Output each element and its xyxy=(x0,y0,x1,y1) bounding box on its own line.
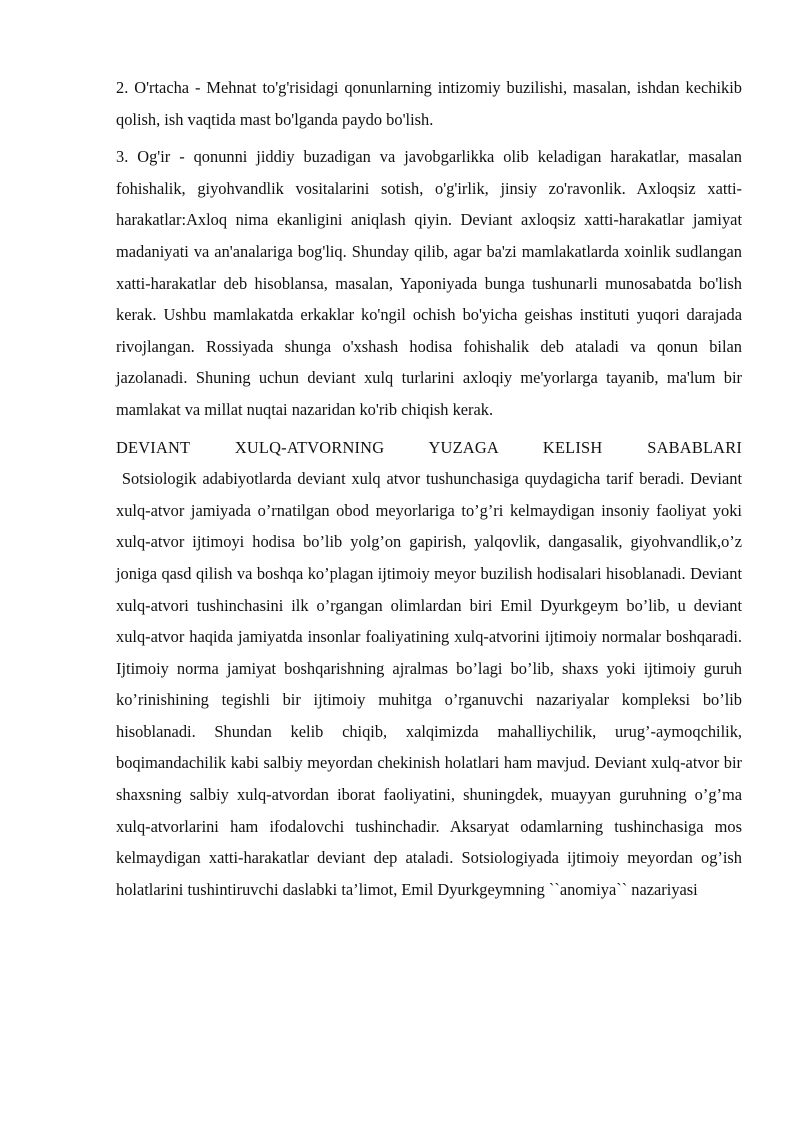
paragraph-moderate-violations: 2. O'rtacha - Mehnat to'g'risidagi qonunlarning intizomiy buzilishi, masalan, ishdan kechikib qolish, ish vaqtida mast bo'lganda paydo bo'lish. xyxy=(116,78,742,129)
paragraph-deviant-behavior-definition: Sotsiologik adabiyotlarda deviant xulq atvor tushunchasiga quydagicha tarif beradi. Deviant xulq-atvor jamiyada o’rnatilgan obod meyorlariga to’g’ri kelmaydigan insoniy faoliyat yoki xulq-atvor ijtimoyi hodisa bo’lib yolg’on gapirish, yalqovlik, dangasalik, giyohvandlik,o’z joniga qasd qilish va boshqa ko’plagan ijtimoiy meyor buzilish hodisalari hisoblanadi. Deviant xulq-atvori tushinchasini ilk o’rgangan olimlardan biri Emil Dyurkgeym bo’lib, u deviant xulq-atvor haqida jamiyatda insonlar foaliyatining xulq-atvorini ijtimoiy normalar boshqaradi. Ijtimoiy norma jamiyat boshqarishning ajralmas bo’lagi bo’lib, shaxs yoki ijtimoiy guruh ko’rinishining tegishli bir ijtimoiy muhitga o’rganuvchi nazariyalar kompleksi bo’lib hisoblanadi. Shundan kelib chiqib, xalqimizda mahalliychilik, urug’-aymoqchilik, boqimandachilik kabi salbiy meyordan chekinish holatlari ham mavjud. Deviant xulq-atvor bir shaxsning salbiy xulq-atvordan iborat faoliyatini, shuningdek, muayyan guruhning o’g’ma xulq-atvorlarini ham ifodalovchi tushinchadir. Aksaryat odamlarning tushinchasiga mos kelmaydigan xatti-harakatlar deviant dep ataladi. Sotsiologiyada ijtimoiy meyordan og’ish holatlarini tushintiruvchi daslabki ta’limot, Emil Dyurkgeymning ``anomiya`` nazariyasi xyxy=(116,469,747,899)
paragraph-severe-violations: 3. Og'ir - qonunni jiddiy buzadigan va javobgarlikka olib keladigan harakatlar, masalan fohishalik, giyohvandlik vositalarini sotish, o'g'irlik, jinsiy zo'ravonlik. Axloqsiz xatti-harakatlar:Axloq nima ekanligini aniqlash qiyin. Deviant axloqsiz xatti-harakatlar jamiyat madaniyati va an'analariga bog'liq. Shunday qilib, agar ba'zi mamlakatlarda xoinlik sudlangan xatti-harakatlar deb hisoblansa, masalan, Yaponiyada bunga tushunarli munosabatda bo'lish kerak. Ushbu mamlakatda erkaklar ko'ngil ochish bo'yicha geishas instituti yuqori darajada rivojlangan. Rossiyada shunga o'xshash hodisa fohishalik deb ataladi va qonun bilan jazolanadi. Shuning uchun deviant xulq turlarini axloqiy me'yorlarga tayanib, ma'lum bir mamlakat va millat nuqtai nazaridan ko'rib chiqish kerak. xyxy=(116,147,742,419)
document-page xyxy=(116,72,747,911)
section-heading: DEVIANT XULQ-ATVORNING YUZAGA KELISH SABABLARI xyxy=(116,437,742,457)
